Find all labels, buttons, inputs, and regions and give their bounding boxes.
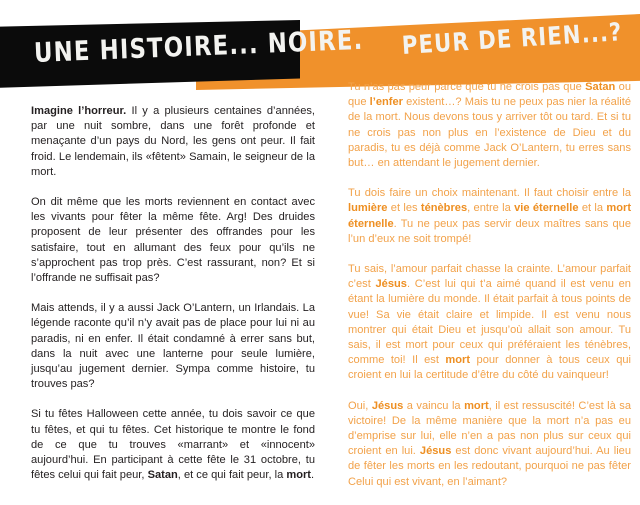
right-panel-title: PEUR DE RIEN...? [401, 17, 624, 60]
emphasis-term: mort [286, 469, 311, 482]
emphasis-term: Jésus [419, 445, 452, 458]
emphasis-term: Satan [147, 469, 178, 482]
right-paragraph-4: Oui, Jésus a vaincu la mort, il est ressuscité! C’est là sa victoire! De la même manière que la mort n’a pas eu d’emprise sur lui, elle n’en a pas non plus sur ceux qui croient en lui. Jésus est donc vivant aujourd’hui. Au lieu de fêter les morts en les redoutant, pourquoi ne pas fêter Celui qui est vivant, en l’aimant? [348, 399, 632, 488]
emphasis-term: mort [445, 354, 471, 367]
right-paragraph-3: Tu sais, l’amour parfait chasse la crainte. L’amour parfait c’est Jésus. C’est lui qui t’a aimé quand il est venu en étant la lumière du monde. Il était parfait à tous points de vue! Sa vie était claire et limpide. Il est venu nous montrer qui était Dieu et jusqu’où allait son amour. Tu sais, il est mort pour ceux qui préféraient les ténèbres, comme toi! Il est mort pour donner à tous ceux qui croient en lui la certitude d’être du côté du vainqueur! [348, 263, 632, 382]
emphasis-term: vie éternelle [514, 202, 579, 215]
emphasis-term: Satan [585, 81, 616, 93]
emphasis-term: ténèbres [420, 202, 468, 215]
emphasis-term: mort éternelle [348, 202, 632, 230]
emphasis-term: mort [464, 399, 489, 412]
left-paragraph-3: Mais attends, il y a aussi Jack O’Lantern, un Irlandais. La légende raconte qu’il n’y avait pas de place pour lui ni au paradis, ni en enfer. Il était condamné à errer sans but, dans la nuit avec une lanterne pour seule lumière, jusqu’au jugement dernier. Sympa comme histoire, tu trouves pas? [31, 302, 315, 391]
left-column [31, 104, 315, 498]
right-paragraph-1: Tu n’as pas peur parce que tu ne crois pas que Satan ou que l’enfer existent…? Mais tu ne peux pas nier la réalité de la mort. Nous devons tous y arriver tôt ou tard. Et si tu ne crois pas non plus en l’existence de Dieu et du paradis, tu es déjà comme Jack O’Lantern, tu erres sans but… en attendant le jugement dernier. [348, 81, 632, 170]
emphasis-term: Imagine l’horreur. [31, 105, 127, 117]
right-column [348, 80, 631, 505]
right-paragraph-2: Tu dois faire un choix maintenant. Il faut choisir entre la lumière et les ténèbres, entre la vie éternelle et la mort éternelle. Tu ne peux pas servir deux maîtres sans que l’un d’eux ne soit trompé! [348, 187, 632, 245]
emphasis-term: Jésus [375, 278, 407, 291]
left-panel-title: UNE HISTOIRE... NOIRE. [33, 24, 364, 69]
left-paragraph-1: Imagine l’horreur. Il y a plusieurs centaines d’années, par une nuit sombre, dans une forêt profonde et menaçante d’un pays du Nord, les gens ont peur. Il fait froid. Le lendemain, ils «fêtent» Samain, le seigneur de la mort. [31, 105, 315, 178]
emphasis-term: lumière [348, 202, 388, 215]
left-paragraph-2: On dit même que les morts reviennent en contact avec les vivants pour fêter la même fête. Arg! Des druides proposent de leur présenter des offrandes pour les satisfaire, tout en allumant des feux pour qu’ils ne s’approchent pas trop près. C’est rassurant, non? Et si l’offrande ne suffisait pas? [31, 196, 315, 285]
emphasis-term: Jésus [371, 399, 404, 412]
left-paragraph-4: Si tu fêtes Halloween cette année, tu dois savoir ce que tu fêtes, et qui tu fêtes. Cet historique te montre le fond de ce que tu trouves «marrant» et «innocent» aujourd’hui. En participant à cette fête le 31 octobre, tu fêtes celui qui fait peur, Satan, et ce qui fait peur, la mort. [31, 408, 315, 482]
emphasis-term: l’enfer [369, 96, 403, 109]
